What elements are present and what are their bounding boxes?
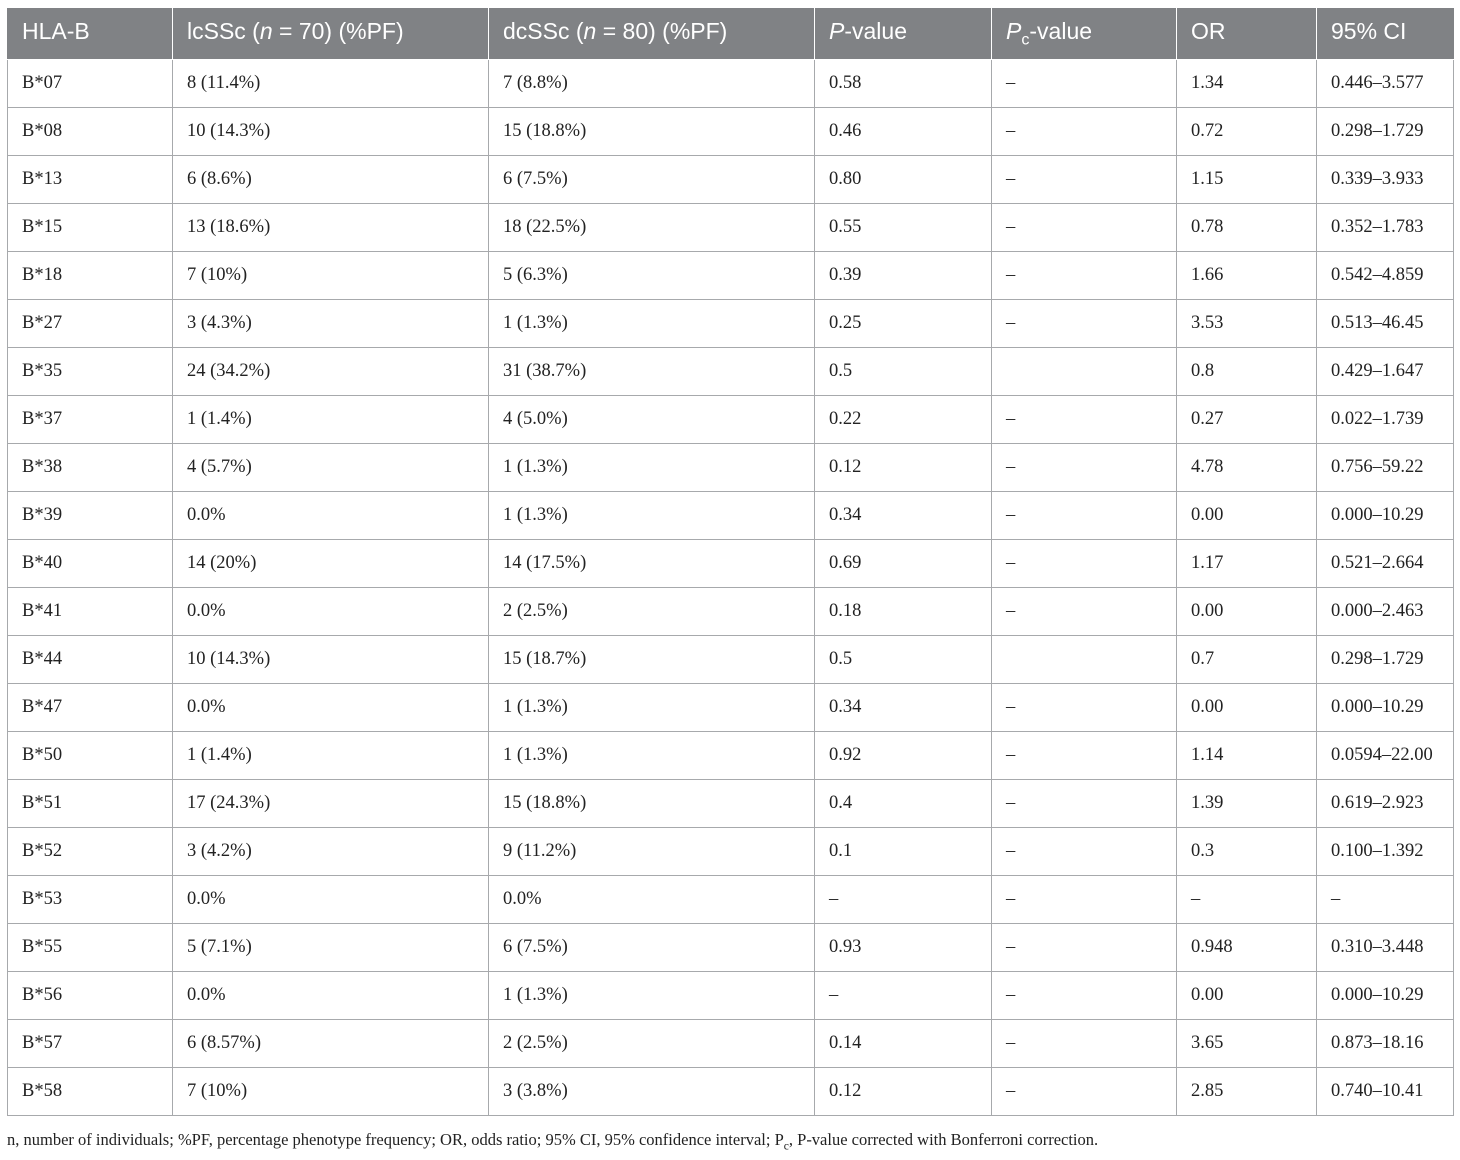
- cell-95-ci: 0.542–4.859: [1317, 252, 1454, 300]
- cell-pc-value: –: [992, 972, 1177, 1020]
- cell-allele: B*53: [8, 876, 173, 924]
- cell-pc-value: –: [992, 1020, 1177, 1068]
- cell-95-ci: 0.339–3.933: [1317, 156, 1454, 204]
- table-row: [8, 204, 1454, 252]
- cell-p-value: –: [815, 876, 992, 924]
- cell-lcssc: 3 (4.2%): [173, 828, 489, 876]
- cell-95-ci: 0.513–46.45: [1317, 300, 1454, 348]
- cell-p-value: 0.39: [815, 252, 992, 300]
- cell-allele: B*13: [8, 156, 173, 204]
- cell-or: 0.00: [1177, 972, 1317, 1020]
- cell-pc-value: –: [992, 876, 1177, 924]
- cell-95-ci: 0.000–10.29: [1317, 492, 1454, 540]
- cell-pc-value: –: [992, 252, 1177, 300]
- cell-p-value: 0.58: [815, 60, 992, 108]
- cell-dcssc: 1 (1.3%): [489, 444, 815, 492]
- cell-or: 2.85: [1177, 1068, 1317, 1116]
- cell-or: 4.78: [1177, 444, 1317, 492]
- cell-allele: B*39: [8, 492, 173, 540]
- header-text: 95% CI: [1331, 17, 1407, 44]
- cell-95-ci: –: [1317, 876, 1454, 924]
- header-pc-value: [992, 8, 1177, 60]
- cell-pc-value: –: [992, 396, 1177, 444]
- header-text-end: = 80) (%PF): [596, 17, 728, 44]
- cell-allele: B*38: [8, 444, 173, 492]
- table-row: [8, 972, 1454, 1020]
- cell-lcssc: 5 (7.1%): [173, 924, 489, 972]
- cell-allele: B*15: [8, 204, 173, 252]
- cell-or: 0.7: [1177, 636, 1317, 684]
- cell-p-value: 0.55: [815, 204, 992, 252]
- cell-p-value: 0.69: [815, 540, 992, 588]
- cell-lcssc: 17 (24.3%): [173, 780, 489, 828]
- cell-p-value: 0.12: [815, 444, 992, 492]
- table-row: [8, 1068, 1454, 1116]
- header-lcssc: [173, 8, 489, 60]
- hla-b-table-container: [7, 8, 1453, 1116]
- cell-lcssc: 7 (10%): [173, 1068, 489, 1116]
- cell-allele: B*58: [8, 1068, 173, 1116]
- cell-95-ci: 0.446–3.577: [1317, 60, 1454, 108]
- header-or: [1177, 8, 1317, 60]
- cell-or: 3.53: [1177, 300, 1317, 348]
- header-italic-text: n: [583, 17, 597, 44]
- cell-allele: B*56: [8, 972, 173, 1020]
- cell-or: 1.34: [1177, 60, 1317, 108]
- table-row: [8, 492, 1454, 540]
- cell-dcssc: 7 (8.8%): [489, 60, 815, 108]
- cell-95-ci: 0.022–1.739: [1317, 396, 1454, 444]
- cell-p-value: –: [815, 972, 992, 1020]
- table-row: [8, 828, 1454, 876]
- table-row: [8, 780, 1454, 828]
- cell-allele: B*35: [8, 348, 173, 396]
- cell-lcssc: 4 (5.7%): [173, 444, 489, 492]
- cell-pc-value: [992, 348, 1177, 396]
- cell-lcssc: 3 (4.3%): [173, 300, 489, 348]
- cell-95-ci: 0.298–1.729: [1317, 636, 1454, 684]
- header-95-ci: [1317, 8, 1454, 60]
- cell-dcssc: 6 (7.5%): [489, 924, 815, 972]
- cell-dcssc: 14 (17.5%): [489, 540, 815, 588]
- cell-or: 1.39: [1177, 780, 1317, 828]
- cell-p-value: 0.22: [815, 396, 992, 444]
- cell-or: 1.66: [1177, 252, 1317, 300]
- cell-p-value: 0.4: [815, 780, 992, 828]
- header-p-value: [815, 8, 992, 60]
- cell-p-value: 0.18: [815, 588, 992, 636]
- table-row: [8, 108, 1454, 156]
- cell-lcssc: 13 (18.6%): [173, 204, 489, 252]
- cell-lcssc: 10 (14.3%): [173, 636, 489, 684]
- cell-dcssc: 5 (6.3%): [489, 252, 815, 300]
- cell-p-value: 0.34: [815, 684, 992, 732]
- cell-or: 0.27: [1177, 396, 1317, 444]
- cell-dcssc: 2 (2.5%): [489, 1020, 815, 1068]
- footnote-text-end: , P-value corrected with Bonferroni correction.: [788, 1130, 1099, 1149]
- cell-dcssc: 1 (1.3%): [489, 492, 815, 540]
- table-row: [8, 252, 1454, 300]
- cell-or: 0.00: [1177, 588, 1317, 636]
- cell-allele: B*50: [8, 732, 173, 780]
- cell-allele: B*07: [8, 60, 173, 108]
- header-italic-text: n: [259, 17, 273, 44]
- cell-dcssc: 1 (1.3%): [489, 732, 815, 780]
- cell-pc-value: –: [992, 924, 1177, 972]
- cell-pc-value: –: [992, 204, 1177, 252]
- header-dcssc: [489, 8, 815, 60]
- cell-95-ci: 0.000–10.29: [1317, 684, 1454, 732]
- cell-pc-value: –: [992, 732, 1177, 780]
- cell-or: 0.948: [1177, 924, 1317, 972]
- cell-p-value: 0.5: [815, 636, 992, 684]
- cell-pc-value: –: [992, 492, 1177, 540]
- cell-or: 0.78: [1177, 204, 1317, 252]
- cell-p-value: 0.12: [815, 1068, 992, 1116]
- cell-p-value: 0.92: [815, 732, 992, 780]
- table-row: [8, 348, 1454, 396]
- header-subscript: c: [1021, 30, 1030, 49]
- cell-p-value: 0.80: [815, 156, 992, 204]
- cell-pc-value: –: [992, 300, 1177, 348]
- cell-lcssc: 6 (8.57%): [173, 1020, 489, 1068]
- header-text-end: -value: [844, 17, 907, 44]
- cell-lcssc: 0.0%: [173, 684, 489, 732]
- cell-pc-value: –: [992, 588, 1177, 636]
- cell-pc-value: –: [992, 684, 1177, 732]
- cell-lcssc: 8 (11.4%): [173, 60, 489, 108]
- table-footnote: [7, 1130, 1098, 1152]
- cell-pc-value: –: [992, 828, 1177, 876]
- cell-lcssc: 14 (20%): [173, 540, 489, 588]
- header-italic-text: P: [829, 17, 845, 44]
- table-row: [8, 1020, 1454, 1068]
- cell-95-ci: 0.521–2.664: [1317, 540, 1454, 588]
- cell-dcssc: 1 (1.3%): [489, 972, 815, 1020]
- cell-95-ci: 0.0594–22.00: [1317, 732, 1454, 780]
- cell-lcssc: 1 (1.4%): [173, 396, 489, 444]
- footnote-text: n, number of individuals; %PF, percentage phenotype frequency; OR, odds ratio; 95% CI, 95% confidence interval; P: [7, 1130, 784, 1149]
- cell-allele: B*47: [8, 684, 173, 732]
- hla-b-table: [7, 8, 1454, 1116]
- cell-95-ci: 0.310–3.448: [1317, 924, 1454, 972]
- cell-pc-value: –: [992, 156, 1177, 204]
- cell-p-value: 0.1: [815, 828, 992, 876]
- cell-lcssc: 0.0%: [173, 876, 489, 924]
- table-row: [8, 684, 1454, 732]
- table-row: [8, 540, 1454, 588]
- cell-p-value: 0.5: [815, 348, 992, 396]
- cell-lcssc: 24 (34.2%): [173, 348, 489, 396]
- header-text: lcSSc (: [187, 17, 260, 44]
- cell-p-value: 0.14: [815, 1020, 992, 1068]
- cell-allele: B*44: [8, 636, 173, 684]
- cell-dcssc: 1 (1.3%): [489, 300, 815, 348]
- cell-pc-value: –: [992, 60, 1177, 108]
- table-row: [8, 732, 1454, 780]
- cell-pc-value: –: [992, 540, 1177, 588]
- cell-allele: B*18: [8, 252, 173, 300]
- cell-95-ci: 0.298–1.729: [1317, 108, 1454, 156]
- cell-dcssc: 15 (18.7%): [489, 636, 815, 684]
- cell-lcssc: 7 (10%): [173, 252, 489, 300]
- cell-dcssc: 15 (18.8%): [489, 108, 815, 156]
- cell-p-value: 0.25: [815, 300, 992, 348]
- cell-allele: B*37: [8, 396, 173, 444]
- cell-dcssc: 31 (38.7%): [489, 348, 815, 396]
- header-text: OR: [1191, 17, 1226, 44]
- table-row: [8, 444, 1454, 492]
- table-body: [8, 60, 1454, 1116]
- cell-dcssc: 18 (22.5%): [489, 204, 815, 252]
- cell-pc-value: –: [992, 1068, 1177, 1116]
- cell-or: 0.3: [1177, 828, 1317, 876]
- cell-95-ci: 0.873–18.16: [1317, 1020, 1454, 1068]
- cell-allele: B*27: [8, 300, 173, 348]
- cell-dcssc: 9 (11.2%): [489, 828, 815, 876]
- cell-95-ci: 0.000–10.29: [1317, 972, 1454, 1020]
- table-row: [8, 588, 1454, 636]
- cell-allele: B*51: [8, 780, 173, 828]
- cell-dcssc: 1 (1.3%): [489, 684, 815, 732]
- cell-lcssc: 0.0%: [173, 588, 489, 636]
- table-row: [8, 876, 1454, 924]
- table-row: [8, 156, 1454, 204]
- cell-allele: B*55: [8, 924, 173, 972]
- cell-dcssc: 4 (5.0%): [489, 396, 815, 444]
- cell-pc-value: [992, 636, 1177, 684]
- cell-or: 1.15: [1177, 156, 1317, 204]
- cell-lcssc: 1 (1.4%): [173, 732, 489, 780]
- cell-pc-value: –: [992, 444, 1177, 492]
- cell-lcssc: 6 (8.6%): [173, 156, 489, 204]
- cell-or: –: [1177, 876, 1317, 924]
- cell-pc-value: –: [992, 108, 1177, 156]
- header-text: HLA-B: [22, 17, 90, 44]
- cell-lcssc: 0.0%: [173, 492, 489, 540]
- cell-or: 1.17: [1177, 540, 1317, 588]
- cell-p-value: 0.93: [815, 924, 992, 972]
- cell-or: 0.00: [1177, 684, 1317, 732]
- cell-allele: B*08: [8, 108, 173, 156]
- cell-p-value: 0.46: [815, 108, 992, 156]
- cell-or: 1.14: [1177, 732, 1317, 780]
- cell-lcssc: 10 (14.3%): [173, 108, 489, 156]
- header-text: dcSSc (: [503, 17, 584, 44]
- cell-allele: B*41: [8, 588, 173, 636]
- cell-dcssc: 0.0%: [489, 876, 815, 924]
- footnote-subscript: c: [783, 1140, 789, 1153]
- cell-lcssc: 0.0%: [173, 972, 489, 1020]
- cell-95-ci: 0.619–2.923: [1317, 780, 1454, 828]
- cell-95-ci: 0.100–1.392: [1317, 828, 1454, 876]
- cell-or: 0.00: [1177, 492, 1317, 540]
- cell-dcssc: 3 (3.8%): [489, 1068, 815, 1116]
- cell-allele: B*52: [8, 828, 173, 876]
- header-text-end: -value: [1029, 17, 1093, 44]
- cell-or: 0.72: [1177, 108, 1317, 156]
- table-row: [8, 396, 1454, 444]
- header-italic-text: P: [1006, 17, 1022, 44]
- cell-pc-value: –: [992, 780, 1177, 828]
- cell-p-value: 0.34: [815, 492, 992, 540]
- table-row: [8, 60, 1454, 108]
- cell-dcssc: 15 (18.8%): [489, 780, 815, 828]
- table-row: [8, 924, 1454, 972]
- table-row: [8, 300, 1454, 348]
- cell-95-ci: 0.740–10.41: [1317, 1068, 1454, 1116]
- cell-95-ci: 0.756–59.22: [1317, 444, 1454, 492]
- cell-95-ci: 0.352–1.783: [1317, 204, 1454, 252]
- cell-dcssc: 2 (2.5%): [489, 588, 815, 636]
- cell-or: 0.8: [1177, 348, 1317, 396]
- cell-allele: B*57: [8, 1020, 173, 1068]
- cell-or: 3.65: [1177, 1020, 1317, 1068]
- cell-dcssc: 6 (7.5%): [489, 156, 815, 204]
- header-text-end: = 70) (%PF): [272, 17, 404, 44]
- table-row: [8, 636, 1454, 684]
- cell-95-ci: 0.000–2.463: [1317, 588, 1454, 636]
- header-hla-b: [8, 8, 173, 60]
- table-header-row: [8, 8, 1454, 60]
- cell-allele: B*40: [8, 540, 173, 588]
- cell-95-ci: 0.429–1.647: [1317, 348, 1454, 396]
